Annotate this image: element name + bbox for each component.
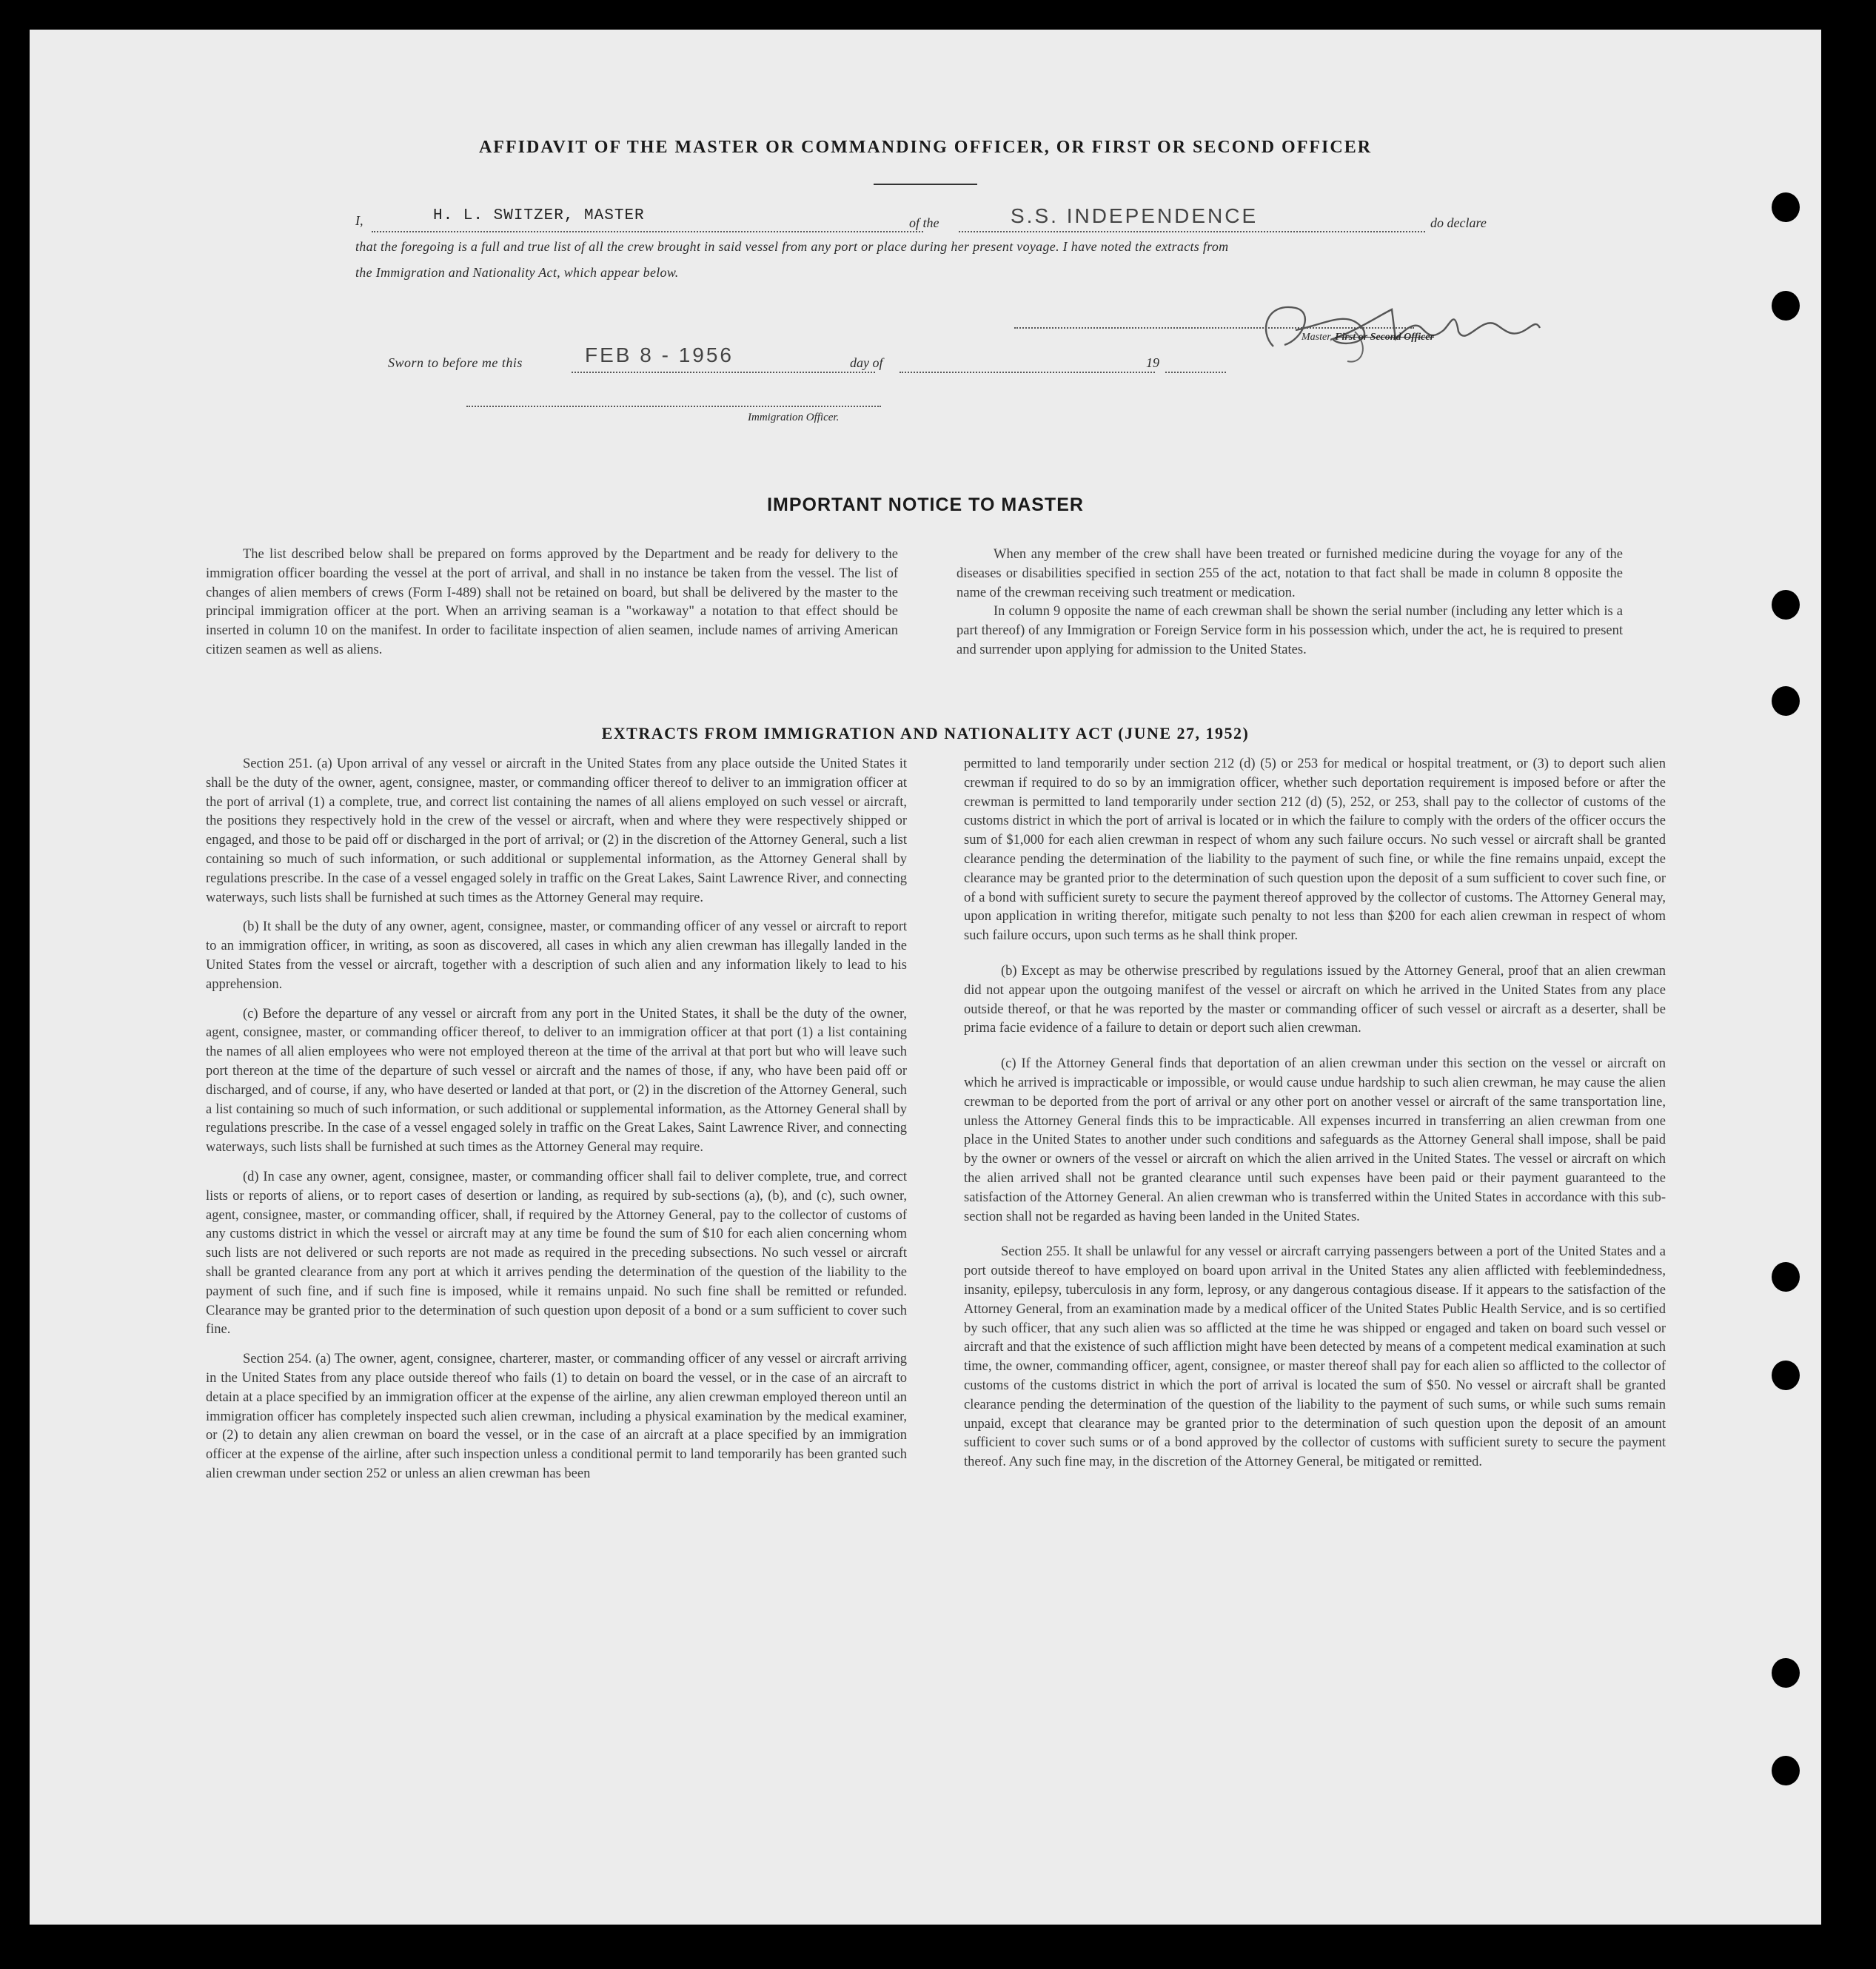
- extracts-title: EXTRACTS FROM IMMIGRATION AND NATIONALITY ACT (JUNE 27, 1952): [601, 724, 1250, 742]
- master-name: H. L. SWITZER, MASTER: [433, 207, 645, 224]
- affidavit-title: AFFIDAVIT OF THE MASTER OR COMMANDING OFFICER, OR FIRST OR SECOND OFFICER: [478, 138, 1373, 157]
- extract-paragraph: (d) In case any owner, agent, consignee, master, or commanding officer shall fail to deliver complete, true, and correct lists or reports of aliens, or to report cases of desertion or landing, as required by sub-sections (a), (b), and (c), such owner, agent, consignee, master, or commanding officer, shall, if required by the Attorney General, pay to the collector of customs of any customs district in which the vessel or aircraft may at any time be found the sum of $10 for each alien concerning whom such lists are not delivered or such reports are not made as required in the preceding subsections. No such vessel or aircraft shall be granted clearance from any port at which it arrives pending the determination of the question of the liability to the payment of such fine, and if such fine is imposed, while it remains unpaid. No such fine shall be remitted or refunded. Clearance may be granted prior to the determination of such question upon deposit of a bond or a sum sufficient to cover such fine.: [206, 1169, 907, 1338]
- extract-paragraph: Section 254. (a) The owner, agent, consignee, charterer, master, or commanding officer of any vessel or aircraft arriving in the United States from any place outside thereof who fails (1) to detain on board the vessel, or in the case of an aircraft to detain at a place specified by an immigration officer at the expense of the airline, any alien crewman employed thereon until an immigration officer has completely inspected such alien crewman, including a physical examination by the medical examiner, or (2) to detain any alien crewman on board the vessel, or in the case of an aircraft at a place specified by an immigration officer at the expense of the airline, after such inspection unless a conditional permit to land temporarily has been granted such alien crewman under section 252 or unless an alien crewman has been: [206, 1352, 907, 1481]
- vessel-line: [959, 231, 1425, 232]
- year-prefix: 19: [1146, 355, 1159, 370]
- extract-paragraph: permitted to land temporarily under section 212 (d) (5) or 253 for medical or hospital treatment, or (3) to deport such alien crewman if required to do so by an immigration officer, whether such deportation requirement is imposed before or after the crewman is permitted to land temporarily under section 212 (d) (5), 252, or 253, shall pay to the collector of customs of the customs district in which the port of arrival is located or in which the failure to comply with the orders of the officer occurs the sum of $1,000 for each alien crewman in respect of whom any such failure occurs. No such vessel or aircraft shall be granted clearance pending the determination of the liability to the payment of such fine, or while the fine remains unpaid, except the clearance may be granted prior to the determination of such question upon the deposit of a sum sufficient to cover such fine, or of a bond with sufficient surety to secure the payment thereof approved by the collector of customs. The Attorney General may, upon application in writing therefor, mitigate such penalty to not less than $200 for each alien crewman in respect of whom such failure occurs, upon such terms as he shall think proper.: [964, 757, 1666, 944]
- extracts-left-column: [206, 755, 907, 1490]
- extract-paragraph: (c) If the Attorney General finds that deportation of an alien crewman under this section on the vessel or aircraft on which he arrived is impracticable or impossible, or would cause undue hardship to such alien crewman, he may cause the alien crewman to be deported from the port of arrival or any other port on another vessel or aircraft of the same transportation line, unless the Attorney General finds this to be impracticable. All expenses incurred in transferring an alien crewman from one place in the United States to another under such conditions and safeguards as the Attorney General shall impose, shall be paid by the owner or owners of the vessel or aircraft on which the alien arrived in the United States. The vessel or aircraft on which the alien arrived shall not be granted clearance until such expenses have been paid or their payment guaranteed to the satisfaction of the Attorney General. An alien crewman who is transferred within the United States in accordance with this sub-section shall not be regarded as having been landed in the United States.: [964, 1056, 1666, 1224]
- extract-paragraph: (b) It shall be the duty of any owner, agent, consignee, master, or commanding officer of any vessel or aircraft to report to an immigration officer, in writing, as soon as discovered, all cases in which any alien crewman has illegally landed in the United States from the vessel or aircraft, together with a description of such alien and any information likely to lead to his apprehension.: [206, 919, 907, 992]
- extract-paragraph: Section 255. It shall be unlawful for any vessel or aircraft carrying passengers between a port of the United States and a port outside thereof to have employed on board upon arrival in the United States any alien afflicted with feeblemindedness, insanity, epilepsy, tuberculosis in any form, leprosy, or any dangerous contagious disease. If it appears to the satisfaction of the Attorney General, from an examination made by a medical officer of the United States Public Health Service, and is so certified by such officer, that any such alien was so afflicted at the time he was shipped or engaged and taken on board such vessel or aircraft and that the existence of such affliction might have been detected by means of a competent medical examination at such time, the owner, commanding officer, agent, consignee, or master thereof shall pay for each alien so afflicted to the collector of customs of the customs district in which the port of arrival is located the sum of $50. No vessel or aircraft shall be granted clearance pending the determination of the question of the liability to the payment of such sums, or while such sums remain unpaid, except that clearance may be granted prior to the determination of such question upon the deposit of an amount sufficient to cover such sums or of a bond approved by the collector of customs with sufficient surety to secure the payment thereof. Any such fine may, in the discretion of the Attorney General, be mitigated or remitted.: [964, 1244, 1666, 1470]
- notice-paragraph: When any member of the crew shall have been treated or furnished medicine during the voyage for any of the diseases or disabilities specified in section 255 of the act, notation to that fact shall be made in column 8 opposite the name of the crewman receiving such treatment or medication.: [957, 547, 1623, 600]
- declaration-text-2: the Immigration and Nationality Act, which appear below.: [355, 265, 679, 280]
- day-of-label: day of: [850, 355, 883, 370]
- punch-hole: [1772, 1262, 1800, 1292]
- notice-paragraph: The list described below shall be prepared on forms approved by the Department and be ready for delivery to the immigration officer boarding the vessel at the port of arrival, and shall in no instance be taken from the vessel. The list of changes of alien members of crews (Form I-489) shall not be retained on board, but shall be delivered by the master to the principal immigration officer at the port. When an arriving seaman is a "workaway" a notation to that effect should be inserted in column 10 on the manifest. In order to facilitate inspection of alien seamen, include names of arriving American citizen seamen as well as aliens.: [206, 547, 898, 657]
- do-declare-label: do declare: [1430, 215, 1487, 230]
- signer-master-label: Master,: [1302, 332, 1333, 343]
- document-page: [30, 30, 1821, 1925]
- punch-hole: [1772, 192, 1800, 222]
- punch-hole: [1772, 291, 1800, 321]
- punch-hole: [1772, 590, 1800, 620]
- immigration-officer-line: [466, 406, 881, 407]
- sworn-label: Sworn to before me this: [388, 355, 523, 370]
- year-line: [1165, 372, 1226, 373]
- of-the-label: of the: [909, 215, 939, 230]
- prefix-i: I,: [355, 213, 364, 228]
- month-line: [900, 372, 1155, 373]
- punch-hole: [1772, 686, 1800, 716]
- signer-title: [1302, 332, 1434, 343]
- sworn-date-line: [572, 372, 875, 373]
- signer-struck-label: First or Second Officer: [1335, 332, 1435, 343]
- notice-left-column: [206, 546, 898, 666]
- extract-paragraph: (b) Except as may be otherwise prescribed by regulations issued by the Attorney General, proof that an alien crewman did not appear upon the outgoing manifest of the vessel or aircraft on which he arrived in the United States from any place outside thereof, or that he was reported by the master or commanding officer of such vessel or aircraft as a deserter, shall be prima facie evidence of a failure to detain or deport such alien crewman.: [964, 963, 1666, 1036]
- notice-paragraph: In column 9 opposite the name of each crewman shall be shown the serial number (including any letter which is a part thereof) of any Immigration or Foreign Service form in his possession which, under the act, he is required to present and surrender upon applying for admission to the United States.: [957, 604, 1623, 657]
- immigration-officer-label: Immigration Officer.: [748, 412, 840, 423]
- extract-paragraph: (c) Before the departure of any vessel or aircraft from any port in the United States, it shall be the duty of the owner, agent, consignee, master, or commanding officer thereof, to deliver to an immigration officer at that port (1) a list containing the names of all alien employees who were not employed thereon at the time of the arrival at that port but who will leave such port thereon at the time of the departure of such vessel or aircraft and the names of those, if any, who have been paid off or discharged, and of course, if any, who have deserted or landed at that port, or (2) in the discretion of the Attorney General, such a list containing so much of such information, or such additional or supplemental information, as the Attorney General shall by regulations prescribe. In the case of a vessel engaged solely in traffic on the Great Lakes, Saint Lawrence River, and connecting waterways, such lists shall be furnished at such times as the Attorney General may require.: [206, 1006, 907, 1155]
- sworn-date: FEB 8 - 1956: [585, 343, 734, 366]
- notice-right-column: [957, 546, 1623, 666]
- punch-hole: [1772, 1756, 1800, 1785]
- name-line: [372, 231, 923, 232]
- vessel-name: S.S. INDEPENDENCE: [1011, 204, 1259, 227]
- punch-hole: [1772, 1658, 1800, 1688]
- title-rule: [874, 184, 977, 185]
- punch-hole: [1772, 1361, 1800, 1390]
- notice-title: IMPORTANT NOTICE TO MASTER: [767, 494, 1084, 515]
- extract-paragraph: Section 251. (a) Upon arrival of any vessel or aircraft in the United States from any place outside the United States it shall be the duty of the owner, agent, consignee, master, or commanding officer thereof to deliver to an immigration officer at the port of arrival (1) a complete, true, and correct list containing the names of all aliens employed on such vessel or aircraft, the positions they respectively hold in the crew of the vessel or aircraft, when and where they were respectively shipped or engaged, and those to be paid off or discharged in the port of arrival; or (2) in the discretion of the Attorney General, such a list containing so much of such information, or such additional or supplemental information, as the Attorney General shall by regulations prescribe. In the case of a vessel engaged solely in traffic on the Great Lakes, Saint Lawrence River, and connecting waterways, such lists shall be furnished at such times as the Attorney General may require.: [206, 757, 907, 905]
- master-signature: [1244, 287, 1570, 369]
- extracts-right-column: [964, 755, 1666, 1478]
- declaration-text-1: that the foregoing is a full and true list of all the crew brought in said vessel from any port or place during her present voyage. I have noted the extracts from: [355, 239, 1229, 254]
